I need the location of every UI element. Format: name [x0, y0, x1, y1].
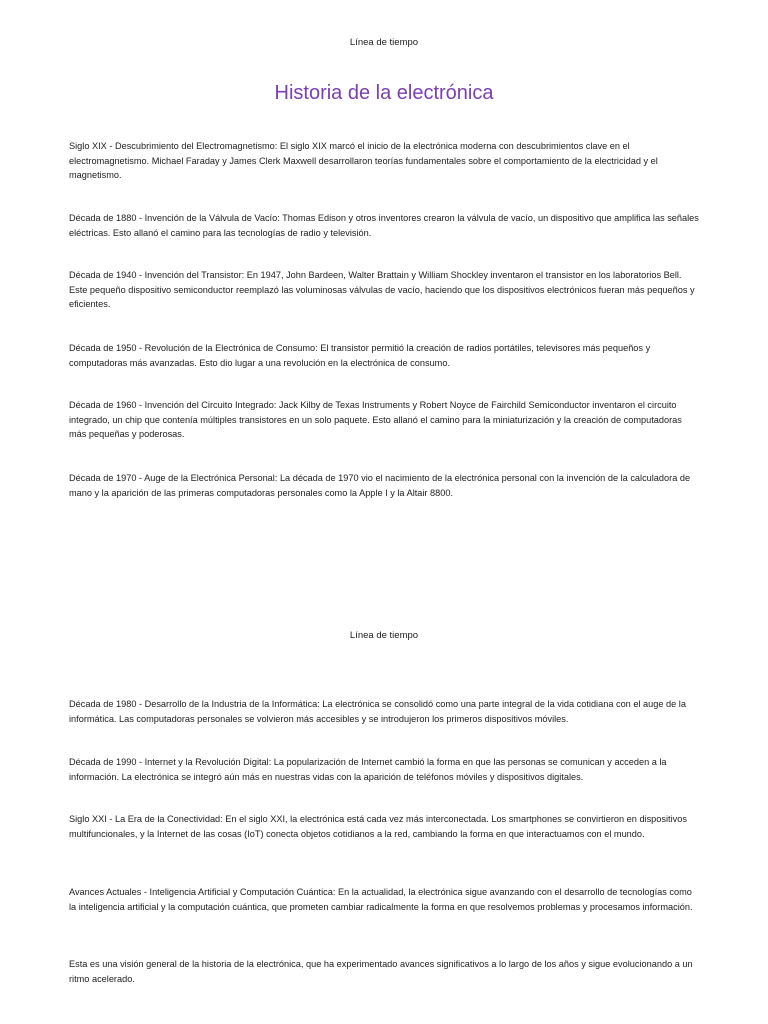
timeline-entry-1950: Década de 1950 - Revolución de la Electrónica de Consumo: El transistor permitió la creación de radios portátiles, televisores más pequeños y computadoras más avanzadas. Esto dio lugar a una revolución en la electrónica de consumo. — [69, 343, 651, 368]
timeline-entry-1970: Década de 1970 - Auge de la Electrónica Personal: La década de 1970 vio el nacimiento de la electrónica personal con la invención de la calculadora de mano y la aparición de las primeras computadoras personales como la Apple I y la Altair 8800. — [69, 473, 691, 498]
timeline-entry-1990: Década de 1990 - Internet y la Revolución Digital: La popularización de Internet cambió la forma en que las personas se comunican y acceden a la información. La electrónica se integró aún más en nuestras vidas con la aparición de teléfonos móviles y dispositivos digitales. — [69, 757, 667, 782]
document-title: Historia de la electrónica — [274, 82, 494, 104]
running-head: Línea de tiempo — [349, 630, 419, 641]
timeline-entry-1880: Década de 1880 - Invención de la Válvula de Vacío: Thomas Edison y otros inventores crearon la válvula de vacío, un dispositivo que amplifica las señales eléctricas. Esto allanó el camino para las tecnologías de radio y televisión. — [69, 213, 699, 238]
timeline-entry-siglo-xix: Siglo XIX - Descubrimiento del Electromagnetismo: El siglo XIX marcó el inicio de la electrónica moderna con descubrimientos clave en el electromagnetismo. Michael Faraday y James Clerk Maxwell desarrollaron teorías fundamentales sobre el comportamiento de la electricidad y el magnetismo. — [69, 141, 658, 181]
timeline-entry-1940: Década de 1940 - Invención del Transistor: En 1947, John Bardeen, Walter Brattain y William Shockley inventaron el transistor en los laboratorios Bell. Este pequeño dispositivo semiconductor reemplazó las voluminosas válvulas de vacío, haciendo que los dispositivos electrónicos fueran más pequeños y eficientes. — [69, 270, 695, 310]
closing-paragraph: Esta es una visión general de la historia de la electrónica, que ha experimentado avances significativos a lo largo de los años y sigue evolucionando a un ritmo acelerado. — [69, 959, 693, 984]
timeline-entry-1980: Década de 1980 - Desarrollo de la Industria de la Informática: La electrónica se consolidó como una parte integral de la vida cotidiana con el auge de la informática. Las computadoras personales se volvieron más accesibles y se introdujeron los primeros dispositivos móviles. — [69, 699, 686, 724]
timeline-entry-siglo-xxi: Siglo XXI - La Era de la Conectividad: En el siglo XXI, la electrónica está cada vez más interconectada. Los smartphones se convirtieron en dispositivos multifuncionales, y la Internet de las cosas (IoT) conecta objetos cotidianos a la red, cambiando la forma en que interactuamos con el mundo. — [69, 814, 687, 839]
document-page-2 — [0, 590, 768, 1024]
timeline-entry-avances-actuales: Avances Actuales - Inteligencia Artificial y Computación Cuántica: En la actualidad, la electrónica sigue avanzando con el desarrollo de tecnologías como la inteligencia artificial y la computación cuántica, que prometen cambiar radicalmente la forma en que resolvemos problemas y procesamos información. — [69, 887, 693, 912]
running-head: Línea de tiempo — [349, 37, 419, 48]
timeline-entry-1960: Década de 1960 - Invención del Circuito Integrado: Jack Kilby de Texas Instruments y Robert Noyce de Fairchild Semiconductor inventaron el circuito integrado, un chip que contenía múltiples transistores en un solo paquete. Esto allanó el camino para la miniaturización y la creación de computadoras más pequeñas y poderosas. — [69, 400, 682, 440]
